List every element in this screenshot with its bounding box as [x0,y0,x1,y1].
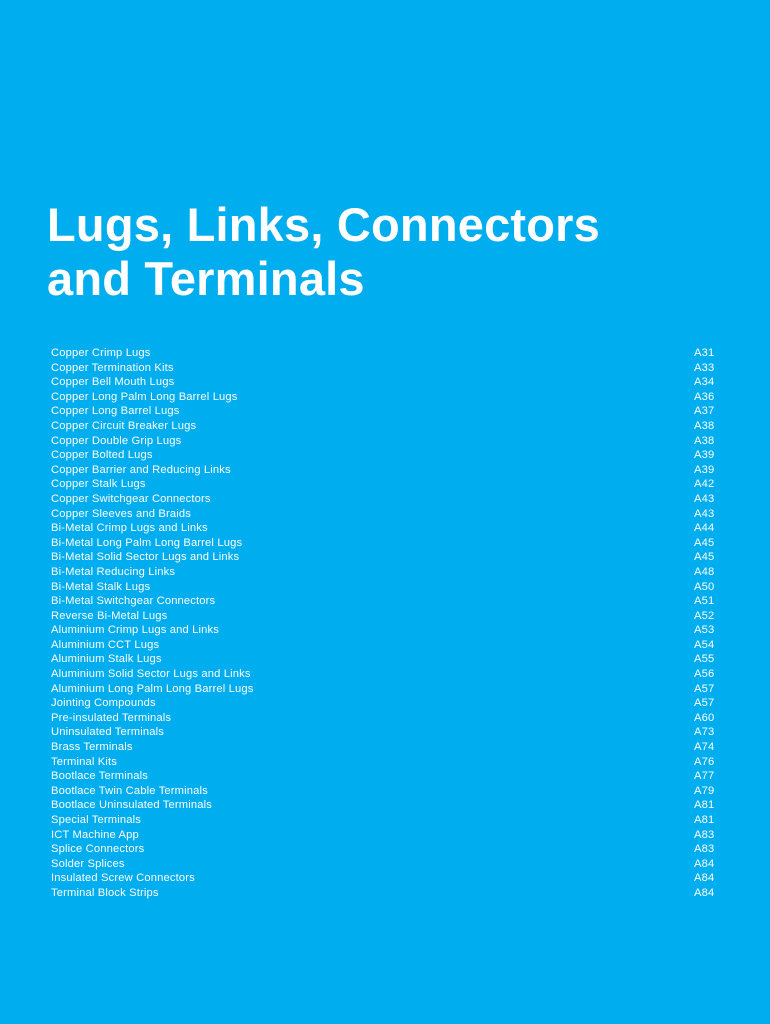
toc-entry-page-number: A74 [694,741,715,754]
section-title [47,198,727,306]
toc-entry-label: Jointing Compounds [51,697,156,710]
toc-entry-label: ICT Machine App [51,828,139,841]
toc-entry-label: Aluminium Stalk Lugs [51,653,162,666]
toc-entry [51,784,718,799]
toc-entry-page-number: A57 [694,697,715,710]
toc-entry-page-number: A55 [694,653,715,666]
toc-entry [51,652,718,667]
toc-entry-page-number: A73 [694,726,715,739]
toc-entry-page-number: A34 [694,376,715,389]
toc-entry [51,463,718,478]
toc-entry [51,477,718,492]
toc-entry-label: Bootlace Twin Cable Terminals [51,784,208,797]
toc-entry-page-number: A48 [694,565,715,578]
toc-entry-label: Copper Bell Mouth Lugs [51,376,175,389]
toc-entry [51,711,718,726]
toc-entry-label: Copper Long Barrel Lugs [51,405,180,418]
toc-entry-label: Aluminium Crimp Lugs and Links [51,624,220,637]
toc-entry-label: Bi-Metal Solid Sector Lugs and Links [51,551,240,564]
toc-entry [51,740,718,755]
toc-entry-label: Splice Connectors [51,843,145,856]
toc-entry [51,550,718,565]
toc-entry-page-number: A39 [694,449,715,462]
toc-entry-page-number: A45 [694,536,715,549]
toc-entry [51,448,718,463]
toc-entry-label: Aluminium Long Palm Long Barrel Lugs [51,682,254,695]
toc-entry [51,623,718,638]
toc-entry [51,521,718,536]
toc-entry-label: Terminal Kits [51,755,117,768]
toc-entry-page-number: A36 [694,390,715,403]
toc-entry-page-number: A43 [694,507,715,520]
toc-entry [51,434,718,449]
toc-entry-label: Aluminium Solid Sector Lugs and Links [51,668,251,681]
toc-entry-page-number: A76 [694,755,715,768]
toc-entry [51,609,718,624]
toc-entry-label: Copper Crimp Lugs [51,347,151,359]
toc-entry-page-number: A84 [694,872,715,885]
toc-entry [51,871,718,886]
toc-entry-label: Special Terminals [51,814,142,826]
toc-entry-label: Uninsulated Terminals [51,726,165,739]
toc-entry-page-number: A81 [694,814,715,826]
toc-entry-label: Copper Double Grip Lugs [51,434,182,447]
toc-entry-label: Aluminium CCT Lugs [51,638,160,651]
toc-entry-page-number: A81 [694,799,715,812]
table-of-contents [51,346,718,901]
toc-entry-label: Copper Long Palm Long Barrel Lugs [51,390,238,403]
toc-entry-label: Copper Termination Kits [51,361,174,374]
toc-entry-page-number: A39 [694,463,715,476]
toc-entry [51,594,718,609]
toc-entry [51,682,718,697]
toc-entry-page-number: A83 [694,828,715,841]
toc-entry [51,580,718,595]
toc-entry [51,375,718,390]
toc-entry-page-number: A54 [694,638,715,651]
toc-entry-page-number: A84 [694,857,715,870]
toc-entry-label: Pre-insulated Terminals [51,711,172,724]
toc-entry-label: Copper Stalk Lugs [51,478,146,491]
toc-entry-label: Bootlace Uninsulated Terminals [51,799,213,812]
toc-entry [51,755,718,770]
toc-entry [51,419,718,434]
toc-entry [51,492,718,507]
toc-entry [51,507,718,522]
toc-entry [51,536,718,551]
toc-entry-label: Bi-Metal Stalk Lugs [51,580,151,593]
toc-entry-label: Insulated Screw Connectors [51,872,195,885]
toc-entry-label: Reverse Bi-Metal Lugs [51,609,168,622]
toc-entry-label: Bi-Metal Long Palm Long Barrel Lugs [51,536,243,549]
toc-entry [51,798,718,813]
toc-entry [51,842,718,857]
toc-entry-page-number: A52 [694,609,715,622]
toc-entry-page-number: A57 [694,682,715,695]
toc-entry-page-number: A83 [694,843,715,856]
toc-entry-label: Copper Bolted Lugs [51,449,153,462]
toc-entry [51,813,718,828]
toc-entry-page-number: A38 [694,434,715,447]
toc-entry [51,667,718,682]
toc-entry [51,361,718,376]
toc-entry [51,390,718,405]
toc-entry-page-number: A38 [694,419,715,432]
toc-entry-label: Bi-Metal Switchgear Connectors [51,595,216,608]
toc-entry [51,346,718,361]
toc-entry-page-number: A50 [694,580,715,593]
toc-entry-label: Bi-Metal Reducing Links [51,565,176,578]
section-title-line-2: and Terminals [47,252,365,305]
toc-entry-label: Bi-Metal Crimp Lugs and Links [51,522,208,535]
toc-entry-label: Terminal Block Strips [51,886,159,899]
toc-entry [51,857,718,872]
section-title-line-1: Lugs, Links, Connectors [47,198,600,251]
toc-entry [51,565,718,580]
toc-entry [51,404,718,419]
toc-entry-page-number: A33 [694,361,715,374]
toc-entry-page-number: A43 [694,492,715,505]
toc-entry-label: Copper Barrier and Reducing Links [51,463,231,476]
toc-entry [51,696,718,711]
toc-entry-label: Solder Splices [51,857,125,870]
toc-entry-page-number: A45 [694,551,715,564]
toc-entry-page-number: A31 [694,347,715,359]
toc-entry-page-number: A60 [694,711,715,724]
toc-entry-page-number: A77 [694,770,715,783]
toc-entry-label: Copper Sleeves and Braids [51,507,191,520]
toc-entry [51,638,718,653]
toc-entry-page-number: A84 [694,886,715,899]
toc-entry [51,725,718,740]
toc-entry-page-number: A44 [694,522,715,535]
toc-entry-page-number: A51 [694,595,715,608]
toc-entry [51,769,718,784]
toc-entry-page-number: A56 [694,668,715,681]
toc-entry-page-number: A53 [694,624,715,637]
toc-entry-page-number: A79 [694,784,715,797]
toc-entry-page-number: A42 [694,478,715,491]
toc-entry-label: Bootlace Terminals [51,770,149,783]
toc-entry [51,828,718,843]
toc-entry-label: Brass Terminals [51,741,133,754]
toc-entry-page-number: A37 [694,405,715,418]
toc-entry-label: Copper Circuit Breaker Lugs [51,419,197,432]
toc-entry-label: Copper Switchgear Connectors [51,492,211,505]
toc-entry [51,886,718,901]
